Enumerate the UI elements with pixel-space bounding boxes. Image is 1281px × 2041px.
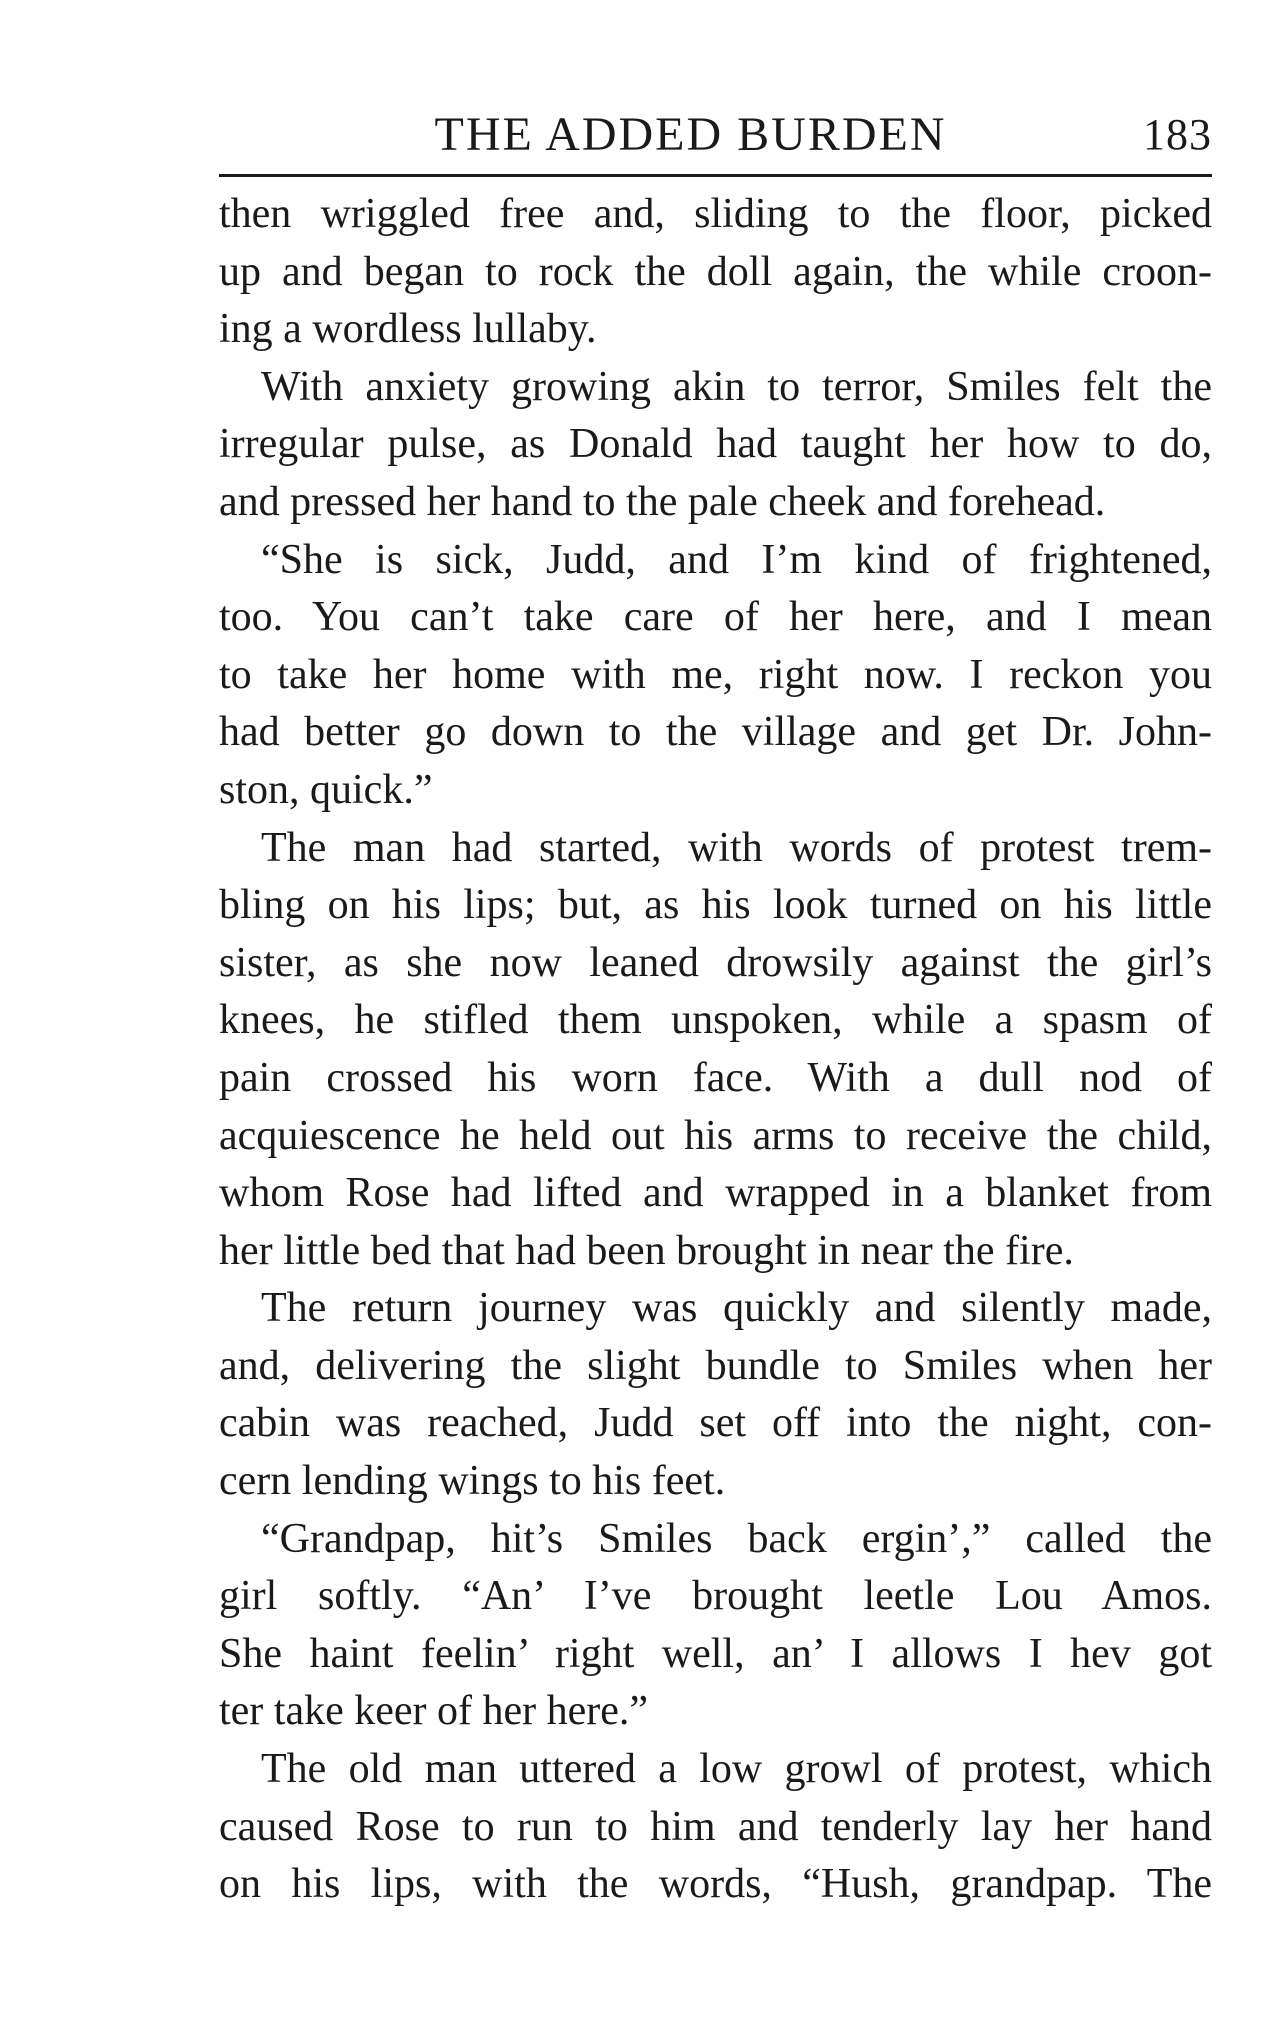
running-title: THE ADDED BURDEN <box>434 108 947 161</box>
text-line: up and began to rock the doll again, the while croon- <box>219 248 1212 295</box>
text-line: The old man uttered a low growl of protest, which <box>261 1746 1212 1793</box>
text-line: pain crossed his worn face. With a dull nod of <box>219 1054 1212 1101</box>
text-line: and, delivering the slight bundle to Smiles when her <box>219 1342 1212 1389</box>
text-line: to take her home with me, right now. I reckon you <box>219 651 1212 698</box>
text-line: caused Rose to run to him and tenderly lay her hand <box>219 1803 1212 1850</box>
text-line: The return journey was quickly and silently made, <box>261 1285 1212 1332</box>
text-line: then wriggled free and, sliding to the floor, picked <box>219 191 1212 237</box>
page-number: 183 <box>1143 110 1212 159</box>
text-line: cern lending wings to his feet. <box>219 1458 726 1505</box>
text-line: and pressed her hand to the pale cheek and forehead. <box>219 478 1106 525</box>
text-line: ing a wordless lullaby. <box>219 306 597 353</box>
text-line: She haint feelin’ right well, an’ I allows I hev got <box>219 1630 1212 1677</box>
text-line: her little bed that had been brought in near the fire. <box>219 1227 1074 1274</box>
running-head <box>219 100 1212 170</box>
text-line: “She is sick, Judd, and I’m kind of frightened, <box>261 536 1212 583</box>
text-line: ter take keer of her here.” <box>219 1688 649 1735</box>
text-line: ston, quick.” <box>219 766 433 813</box>
text-line: knees, he stifled them unspoken, while a spasm of <box>219 997 1212 1044</box>
text-line: The man had started, with words of protest trem- <box>261 824 1212 871</box>
text-line: cabin was reached, Judd set off into the night, con- <box>219 1400 1212 1447</box>
text-line: “Grandpap, hit’s Smiles back ergin’,” called the <box>261 1515 1212 1562</box>
text-line: With anxiety growing akin to terror, Smiles felt the <box>261 363 1212 410</box>
text-line: girl softly. “An’ I’ve brought leetle Lou Amos. <box>219 1573 1212 1620</box>
body-text <box>219 186 1212 1914</box>
text-line: irregular pulse, as Donald had taught her how to do, <box>219 421 1212 468</box>
header-rule <box>219 174 1212 177</box>
text-line: had better go down to the village and get Dr. John- <box>219 709 1212 756</box>
text-line: whom Rose had lifted and wrapped in a blanket from <box>219 1170 1212 1217</box>
text-line: bling on his lips; but, as his look turned on his little <box>219 882 1212 929</box>
text-line: too. You can’t take care of her here, and I mean <box>219 594 1212 641</box>
text-line: sister, as she now leaned drowsily against the girl’s <box>219 939 1212 986</box>
text-line: acquiescence he held out his arms to receive the child, <box>219 1112 1212 1159</box>
text-line: on his lips, with the words, “Hush, grandpap. The <box>219 1861 1212 1908</box>
